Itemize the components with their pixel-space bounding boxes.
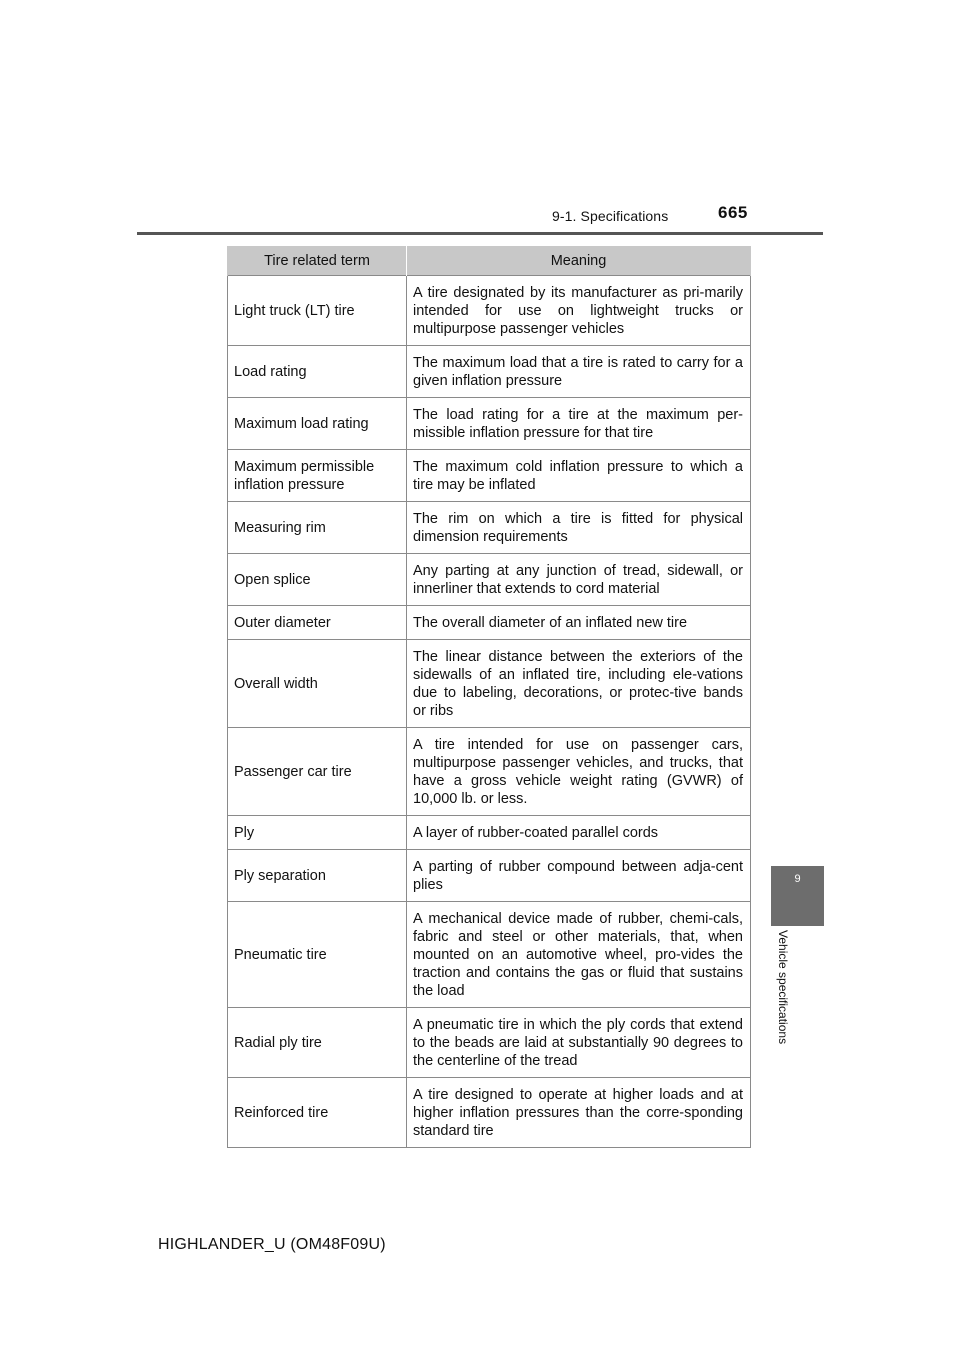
meaning-cell: The maximum load that a tire is rated to carry for a given inflation pressure — [407, 346, 751, 398]
meaning-cell: A layer of rubber-coated parallel cords — [407, 816, 751, 850]
term-cell: Radial ply tire — [228, 1008, 407, 1078]
section-title: 9-1. Specifications — [552, 208, 669, 224]
table-row — [228, 276, 751, 346]
chapter-number: 9 — [794, 873, 801, 885]
term-cell: Reinforced tire — [228, 1078, 407, 1148]
meaning-cell: The linear distance between the exteriors of the sidewalls of an inflated tire, including ele-vations due to labeling, decorations, or protec-tive bands or ribs — [407, 640, 751, 728]
meaning-cell: A tire intended for use on passenger cars, multipurpose passenger vehicles, and trucks, that have a gross vehicle weight rating (GVWR) of 10,000 lb. or less. — [407, 728, 751, 816]
meaning-cell: The load rating for a tire at the maximum per-missible inflation pressure for that tire — [407, 398, 751, 450]
term-cell: Light truck (LT) tire — [228, 276, 407, 346]
table-header-row — [228, 246, 751, 276]
table-row — [228, 554, 751, 606]
term-cell: Measuring rim — [228, 502, 407, 554]
table-row — [228, 816, 751, 850]
term-cell: Pneumatic tire — [228, 902, 407, 1008]
term-cell: Ply separation — [228, 850, 407, 902]
term-cell: Maximum permissible inflation pressure — [228, 450, 407, 502]
table-row — [228, 728, 751, 816]
table-row — [228, 1008, 751, 1078]
meaning-cell: Any parting at any junction of tread, sidewall, or innerliner that extends to cord material — [407, 554, 751, 606]
term-cell: Ply — [228, 816, 407, 850]
meaning-cell: A parting of rubber compound between adja-cent plies — [407, 850, 751, 902]
table-row — [228, 450, 751, 502]
chapter-label: Vehicle specifications — [776, 930, 790, 1045]
term-cell: Outer diameter — [228, 606, 407, 640]
term-cell: Overall width — [228, 640, 407, 728]
meaning-cell: The rim on which a tire is fitted for physical dimension requirements — [407, 502, 751, 554]
footer-model-code: HIGHLANDER_U (OM48F09U) — [158, 1236, 386, 1253]
table-row — [228, 606, 751, 640]
term-cell: Passenger car tire — [228, 728, 407, 816]
meaning-cell: A tire designed to operate at higher loads and at higher inflation pressures than the corre-sponding standard tire — [407, 1078, 751, 1148]
table-row — [228, 1078, 751, 1148]
page-header — [0, 0, 960, 236]
chapter-tab — [771, 866, 824, 926]
term-cell: Open splice — [228, 554, 407, 606]
tire-terms-table — [227, 246, 751, 1148]
term-cell: Load rating — [228, 346, 407, 398]
meaning-cell: A pneumatic tire in which the ply cords that extend to the beads are laid at substantially 90 degrees to the centerline of the tread — [407, 1008, 751, 1078]
table-row — [228, 398, 751, 450]
meaning-cell: A tire designated by its manufacturer as pri-marily intended for use on lightweight trucks or multipurpose passenger vehicles — [407, 276, 751, 346]
table-row — [228, 640, 751, 728]
page-number: 665 — [718, 203, 748, 222]
chapter-label-wrap — [776, 930, 810, 1080]
meaning-cell: The overall diameter of an inflated new tire — [407, 606, 751, 640]
term-cell: Maximum load rating — [228, 398, 407, 450]
meaning-cell: The maximum cold inflation pressure to which a tire may be inflated — [407, 450, 751, 502]
table-row — [228, 850, 751, 902]
column-header-meaning: Meaning — [407, 246, 751, 276]
table-row — [228, 346, 751, 398]
meaning-cell: A mechanical device made of rubber, chemi-cals, fabric and steel or other materials, that, when mounted on an automotive wheel, pro-vides the traction and contains the gas or fluid that sustains the load — [407, 902, 751, 1008]
table-row — [228, 902, 751, 1008]
header-rule — [137, 232, 823, 235]
column-header-term: Tire related term — [228, 246, 407, 276]
table-row — [228, 502, 751, 554]
